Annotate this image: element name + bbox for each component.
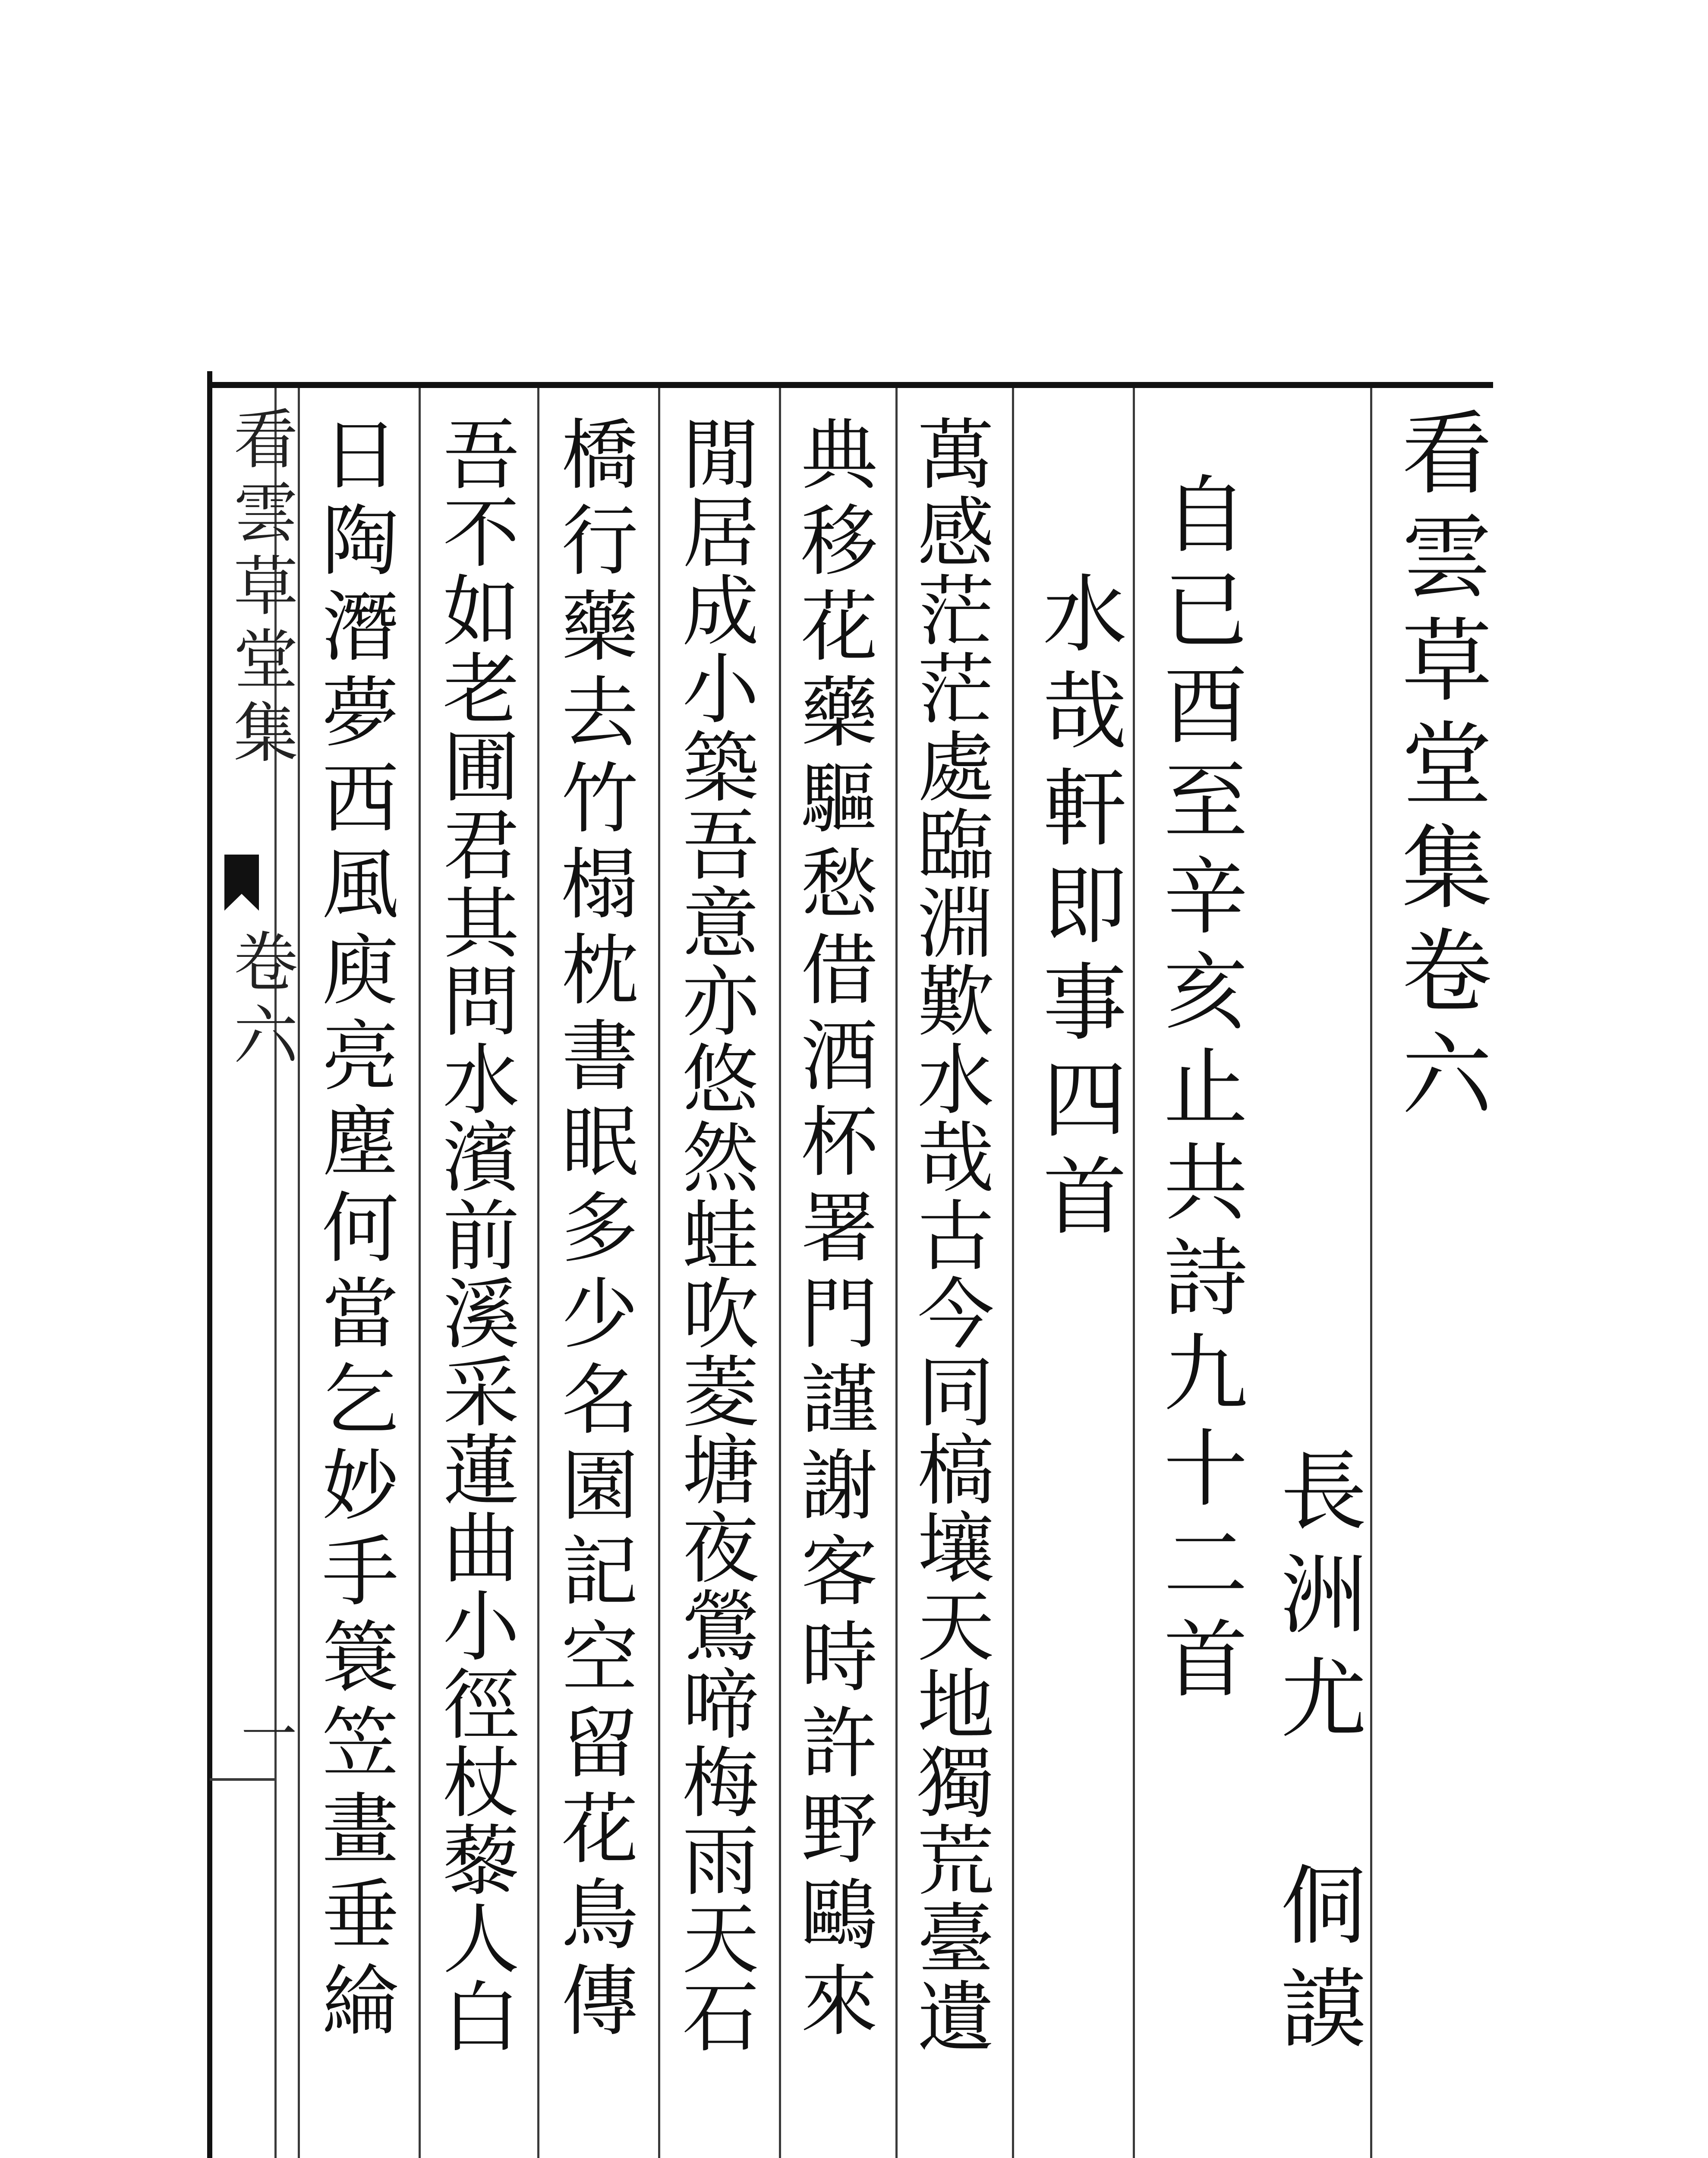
poem-line: 萬感茫茫處臨淵歎水哉古今同槁壤天地獨荒臺遺 — [904, 414, 994, 2055]
poem-line: 閒居成小築吾意亦悠然蛙吹菱塘夜鶯啼梅雨天石 — [669, 414, 759, 2055]
column-divider — [779, 388, 781, 2158]
period-note: 自已酉至辛亥止共詩九十二首 — [1150, 470, 1248, 1710]
column-divider — [658, 388, 660, 2158]
margin-leaf-number: 一 — [232, 1705, 297, 1761]
poem-line: 吾不如老圃君其問水濱前溪采蓮曲小徑杖藜人白 — [430, 414, 519, 2055]
poem-line: 典移花藥驅愁借酒杯署門謹謝客時許野鷗來 — [788, 414, 877, 2046]
frame-top-rule — [207, 382, 1493, 388]
column-divider — [1133, 388, 1135, 2158]
margin-book-title: 看雲草堂集 — [222, 405, 297, 772]
margin-rule — [210, 1778, 274, 1781]
page-margin-spine — [210, 388, 297, 2158]
author-credit: 長洲尤 侗謨 — [1266, 1446, 1367, 2067]
margin-volume: 卷六 — [222, 928, 297, 1075]
book-title: 看雲草堂集卷六 — [1387, 406, 1492, 1131]
column-divider — [537, 388, 539, 2158]
poem-line: 日陶潛夢西風庾亮塵何當乞妙手簑笠畫垂綸 — [309, 414, 398, 2046]
column-divider — [1012, 388, 1014, 2158]
column-divider — [895, 388, 898, 2158]
poem-title: 水哉軒即事四首 — [1029, 570, 1127, 1249]
poem-line: 橋行藥去竹榻枕書眠多少名園記空留花鳥傳 — [548, 414, 638, 2046]
column-divider — [1370, 388, 1372, 2158]
column-divider — [419, 388, 421, 2158]
